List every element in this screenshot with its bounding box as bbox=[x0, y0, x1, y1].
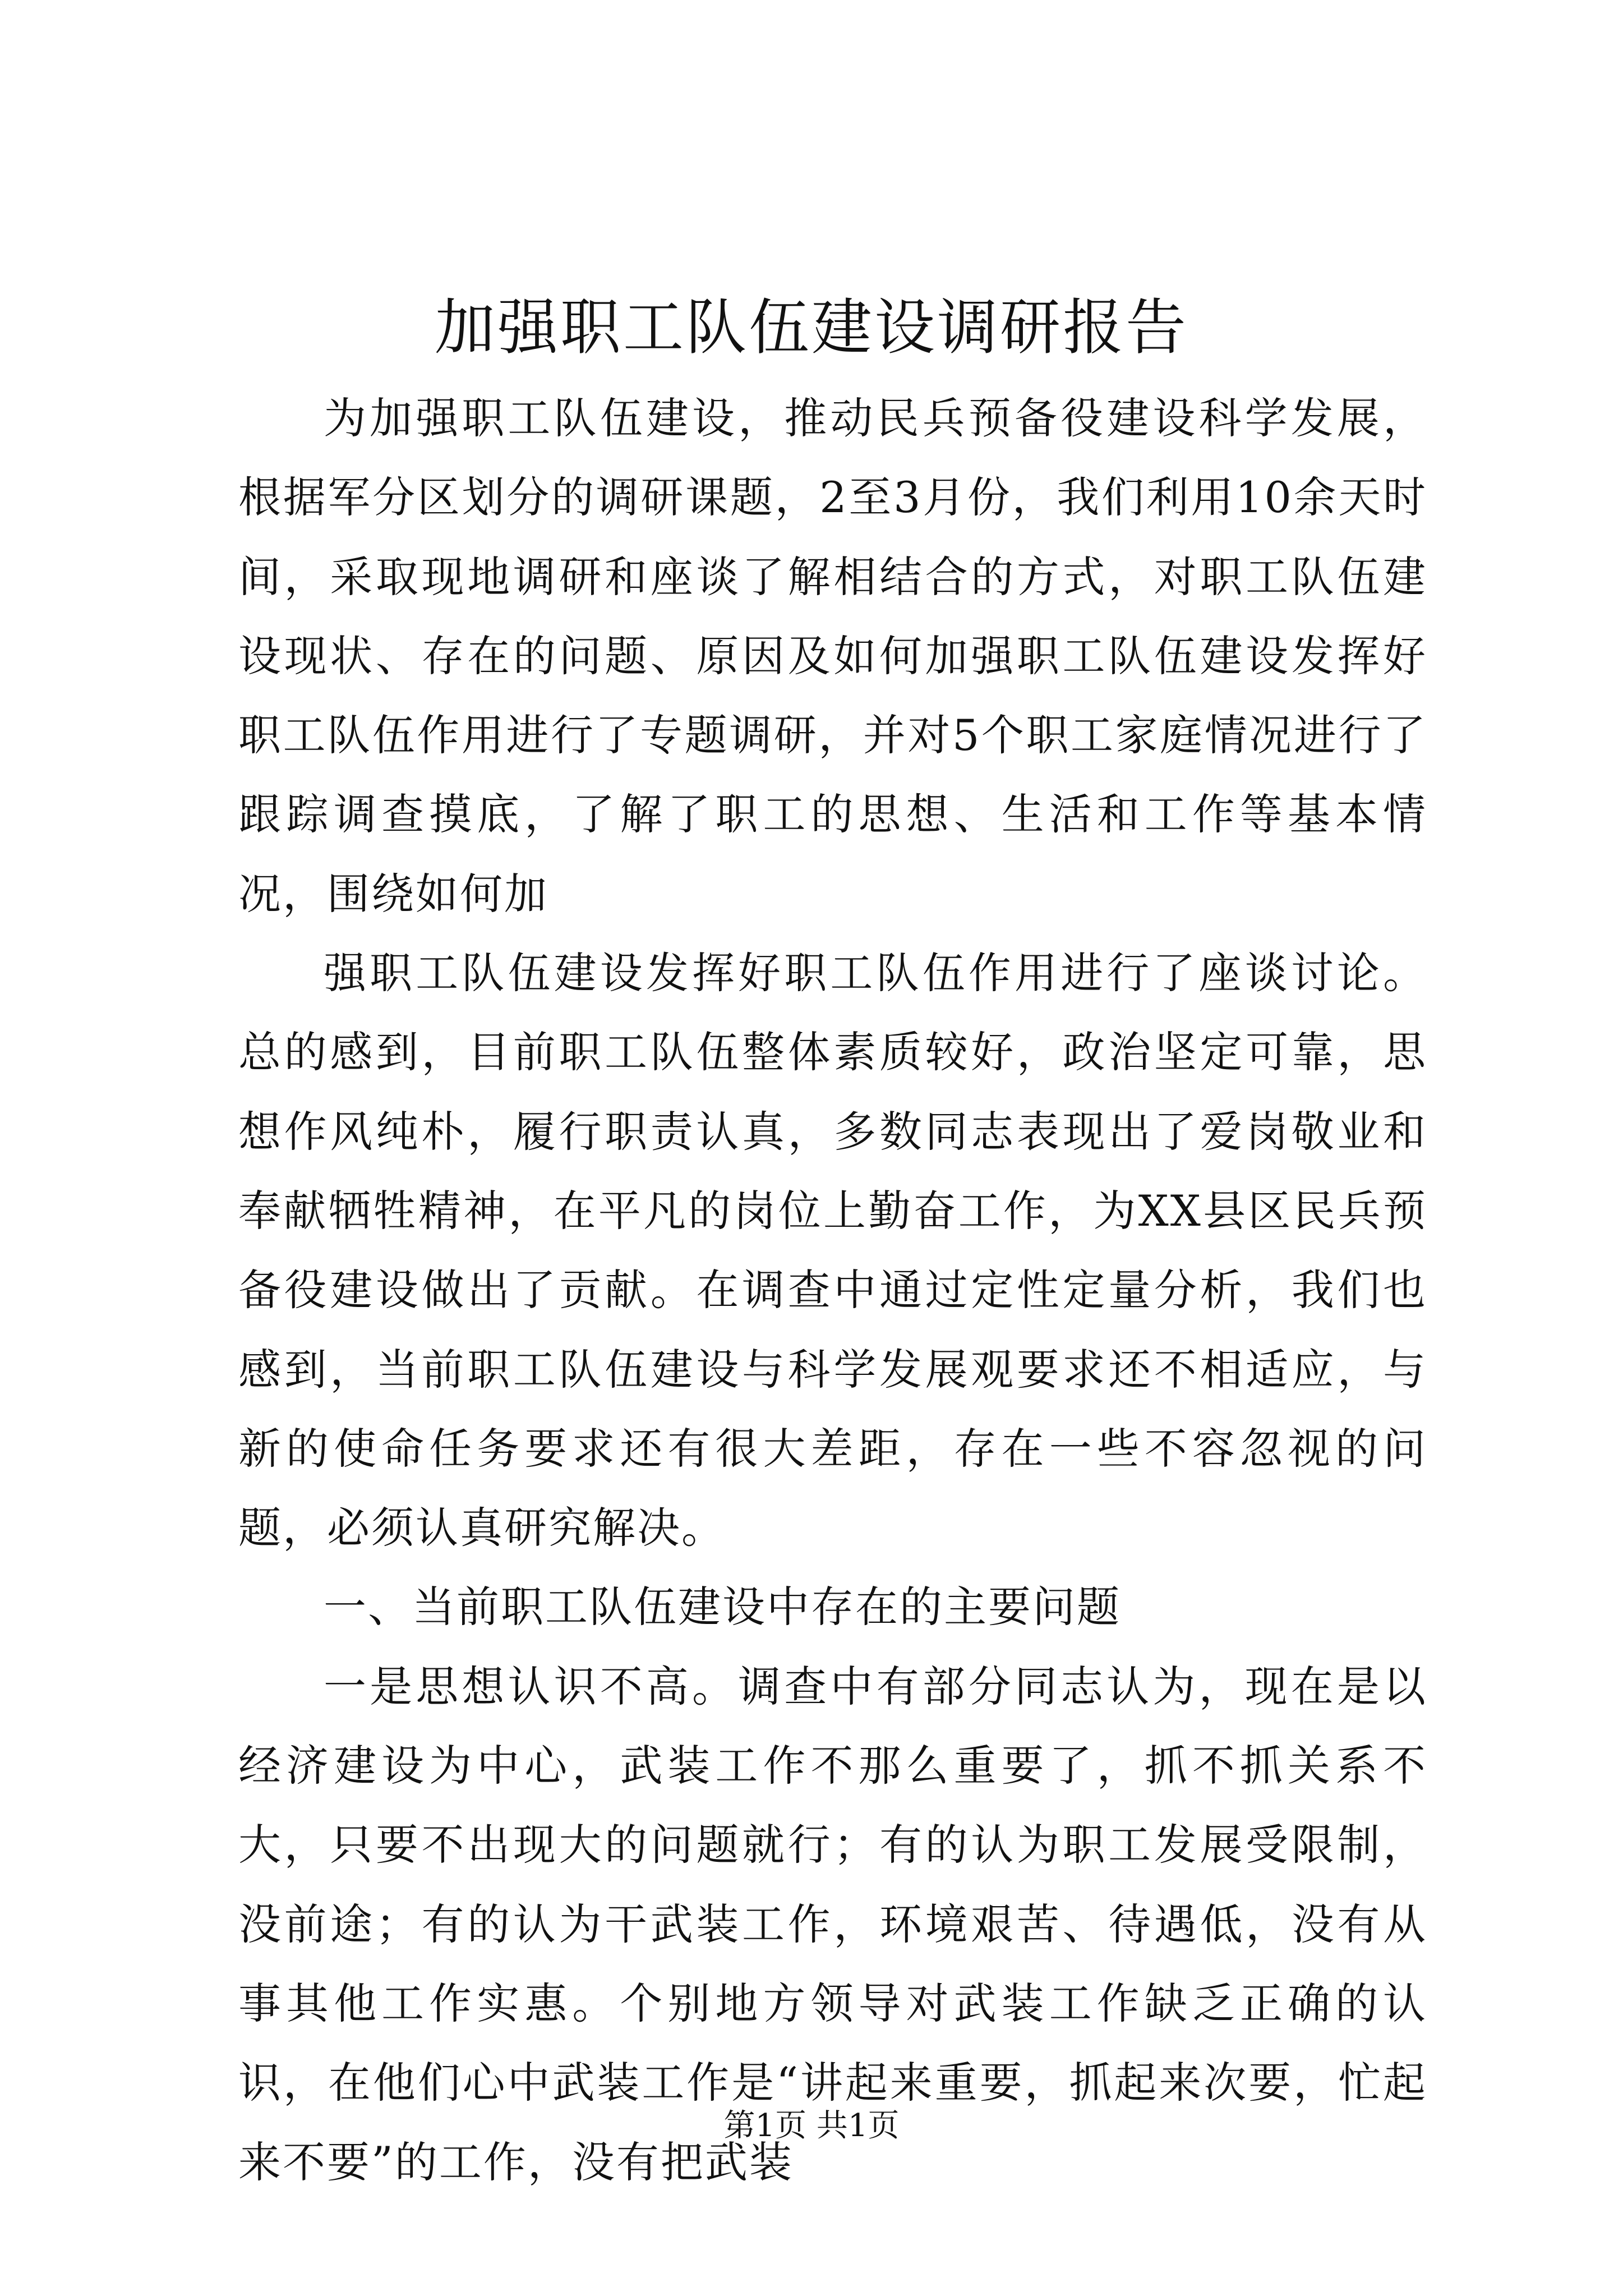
page-footer: 第1页 共1页 bbox=[723, 2108, 900, 2144]
document-body bbox=[238, 379, 1427, 2202]
document-title: 加强职工队伍建设调研报告 bbox=[434, 293, 1188, 363]
paragraph-intro: 为加强职工队伍建设，推动民兵预备役建设科学发展，根据军分区划分的调研课题，2至3月份，我们利用10余天时间，采取现地调研和座谈了解相结合的方式，对职工队伍建设现状、存在的问题、原因及如何加强职工队伍建设发挥好职工队伍作用进行了专题调研，并对5个职工家庭情况进行了跟踪调查摸底，了解了职工的思想、生活和工作等基本情况，围绕如何加 bbox=[238, 393, 1427, 919]
paragraph-summary: 强职工队伍建设发挥好职工队伍作用进行了座谈讨论。总的感到，目前职工队伍整体素质较好，政治坚定可靠，思想作风纯朴，履行职责认真，多数同志表现出了爱岗敬业和奉献牺牲精神，在平凡的岗位上勤奋工作，为XX县区民兵预备役建设做出了贡献。在调查中通过定性定量分析，我们也感到，当前职工队伍建设与科学发展观要求还不相适应，与新的使命任务要求还有很大差距，存在一些不容忽视的问题，必须认真研究解决。 bbox=[238, 948, 1427, 1553]
paragraph-problem-one: 一是思想认识不高。调查中有部分同志认为，现在是以经济建设为中心，武装工作不那么重要了，抓不抓关系不大，只要不出现大的问题就行；有的认为职工发展受限制，没前途；有的认为干武装工作，环境艰苦、待遇低，没有从事其他工作实惠。个别地方领导对武装工作缺乏正确的认识，在他们心中武装工作是“讲起来重要，抓起来次要，忙起来不要”的工作，没有把武装 bbox=[238, 1661, 1427, 2187]
section-heading: 一、当前职工队伍建设中存在的主要问题 bbox=[324, 1582, 1121, 1632]
